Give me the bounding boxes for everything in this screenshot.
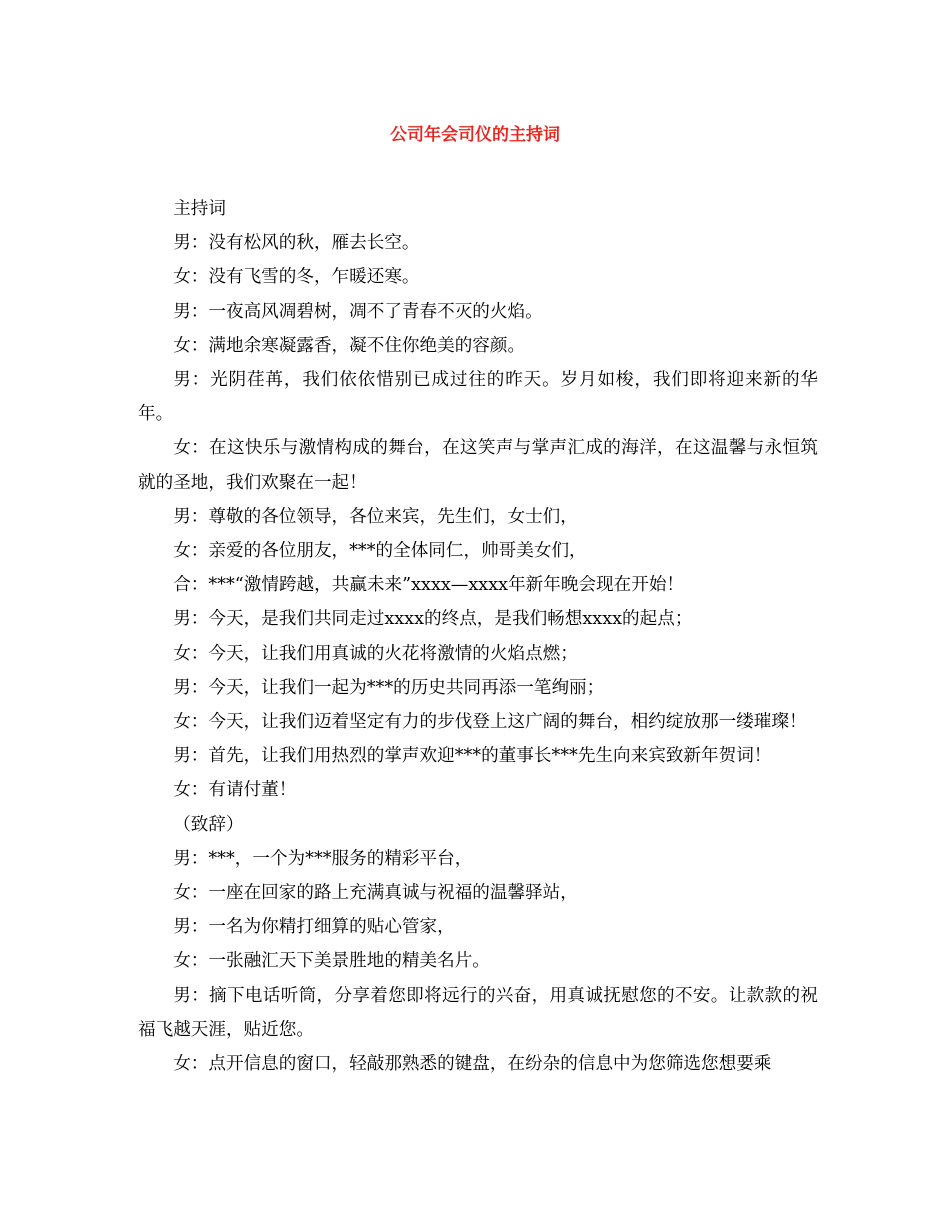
paragraph: 男：今天，让我们一起为***的历史共同再添一笔绚丽； xyxy=(173,677,605,698)
paragraph: 男：尊敬的各位领导，各位来宾，先生们，女士们， xyxy=(173,506,578,527)
paragraph: （致辞） xyxy=(173,814,244,835)
paragraph: 男：一夜高风凋碧树，凋不了青春不灭的火焰。 xyxy=(173,301,543,322)
paragraph: 女：今天，让我们迈着坚定有力的步伐登上这广阔的舞台，相约绽放那一缕璀璨！ xyxy=(173,712,807,733)
document-title: 公司年会司仪的主持词 xyxy=(390,125,560,145)
document-body xyxy=(138,192,818,1081)
paragraph: 男：摘下电话听筒，分享着您即将远行的兴奋，用真诚抚慰您的不安。让款款的祝福飞越天涯，贴近您。 xyxy=(138,985,818,1040)
paragraph: 女：满地余寒凝露香，凝不住你绝美的容颜。 xyxy=(173,335,526,356)
paragraph: 女：没有飞雪的冬，乍暖还寒。 xyxy=(173,267,420,288)
paragraph: 女：一座在回家的路上充满真诚与祝福的温馨驿站， xyxy=(173,883,578,904)
paragraph: 男：没有松风的秋，雁去长空。 xyxy=(173,233,420,254)
paragraph: 男：一名为你精打细算的贴心管家， xyxy=(173,917,455,938)
paragraph: 合：***“激情跨越，共赢未来”xxxx—xxxx年新年晚会现在开始！ xyxy=(173,575,685,596)
paragraph: 女：在这快乐与激情构成的舞台，在这笑声与掌声汇成的海洋，在这温馨与永恒筑就的圣地，我们欢聚在一起！ xyxy=(138,438,818,493)
paragraph: 男：首先，让我们用热烈的掌声欢迎***的董事长***先生向来宾致新年贺词！ xyxy=(173,746,772,767)
paragraph: 女：亲爱的各位朋友，***的全体同仁，帅哥美女们， xyxy=(173,541,587,562)
paragraph: 女：一张融汇天下美景胜地的精美名片。 xyxy=(173,951,490,972)
paragraph: 男：***，一个为***服务的精彩平台， xyxy=(173,848,473,869)
paragraph: 女：今天，让我们用真诚的火花将激情的火焰点燃； xyxy=(173,643,578,664)
paragraph: 男：今天，是我们共同走过xxxx的终点，是我们畅想xxxx的起点； xyxy=(173,609,693,630)
paragraph: 女：点开信息的窗口，轻敲那熟悉的键盘，在纷杂的信息中为您筛选您想要乘 xyxy=(173,1054,772,1075)
paragraph: 男：光阴荏苒，我们依依惜别已成过往的昨天。岁月如梭，我们即将迎来新的华年。 xyxy=(138,370,818,425)
paragraph: 主持词 xyxy=(173,199,226,219)
paragraph: 女：有请付董！ xyxy=(173,780,297,801)
